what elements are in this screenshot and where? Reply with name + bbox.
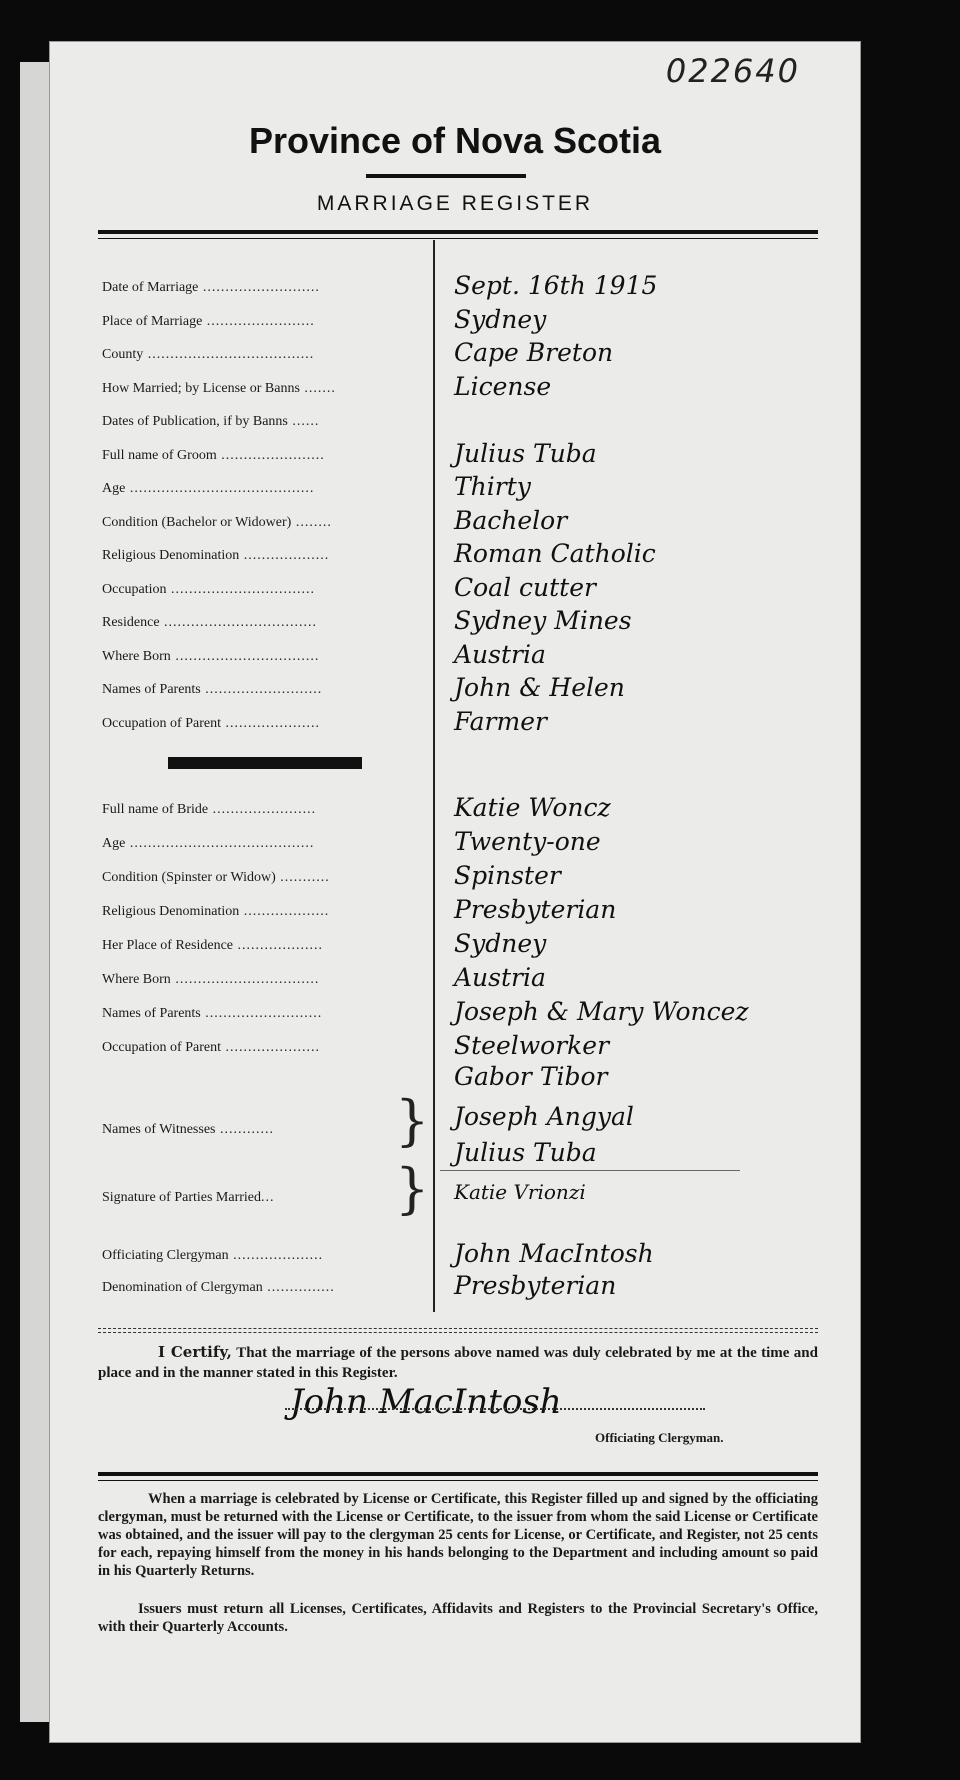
certify-lead: I Certify, [158, 1343, 232, 1361]
groom-field-label: Residence [102, 615, 160, 630]
register-page [50, 42, 860, 1742]
groom-field-value: Roman Catholic [454, 539, 656, 568]
certify-text: That the marriage of the persons above named was duly celebrated by me at the time and place and in the manner stated in this Register. [98, 1345, 818, 1381]
groom-field-value: Sept. 16th 1915 [454, 271, 658, 300]
certify-divider [98, 1328, 818, 1330]
column-divider [433, 240, 435, 1312]
groom-field-label: How Married; by License or Banns [102, 380, 300, 396]
bride-field-value: Austria [454, 963, 546, 992]
groom-field-value: Farmer [454, 706, 547, 736]
clergy-field-row: Officiating Clergyman .................... John MacIntosh [102, 1239, 654, 1268]
bride-section-bar [168, 757, 362, 769]
clergy-field-label: Denomination of Clergyman [102, 1280, 263, 1295]
groom-field-label: Full name of Groom [102, 447, 217, 463]
bride-field-row: Names of Parents .......................... Joseph & Mary Woncez [102, 997, 749, 1026]
groom-field-row: Dates of Publication, if by Banns ...... [102, 414, 320, 429]
parties-row: Signature of Parties Married... [102, 1190, 275, 1205]
page-title: Province of Nova Scotia [248, 120, 662, 161]
bride-field-label: Religious Denomination [102, 904, 240, 919]
groom-field-label: Dates of Publication, if by Banns [102, 414, 288, 429]
groom-field-row: County ..................................... Cape Breton [102, 338, 614, 367]
signature-caption: Officiating Clergyman. [595, 1430, 724, 1445]
witness-2: Joseph Angyal [454, 1102, 634, 1131]
groom-field-row: Occupation ................................ Coal cutter [102, 572, 596, 602]
bride-field-label: Names of Parents [102, 1006, 201, 1021]
groom-field-row: Condition (Bachelor or Widower) ........ Bachelor [102, 505, 568, 535]
groom-field-label: Occupation of Parent [102, 715, 221, 731]
parties-label: Signature of Parties Married [102, 1190, 262, 1205]
groom-field-label: Date of Marriage [102, 280, 199, 295]
footer-instructions: When a marriage is celebrated by License or Certificate, this Register filled up and signed by the officiating clergyman, must be returned with the License or Certificate, to the issuer from whom the said License or Certificate was obtained, and the issuer will pay to the clergyman 25 cents for License, or Certificate, and Register, not 25 cents for each, repaying himself from the money in his hands belonging to the Department and including amount so paid in his Quarterly Returns. [98, 1491, 818, 1579]
witnesses-row: Names of Witnesses ............ [102, 1122, 274, 1137]
bride-field-label: Full name of Bride [102, 802, 209, 817]
clergy-field-value: John MacIntosh [454, 1239, 654, 1268]
footer-divider-thin [98, 1480, 818, 1481]
bride-field-value: Steelworker [454, 1031, 610, 1060]
footer-divider [98, 1472, 818, 1476]
reference-number: 022640 [665, 52, 800, 90]
groom-field-row: Full name of Groom ....................... Julius Tuba [102, 438, 597, 468]
bride-field-label: Occupation of Parent [102, 1040, 221, 1055]
witnesses-brace: } [395, 1089, 430, 1152]
header-divider [98, 230, 818, 234]
bride-field-row: Her Place of Residence ................... Sydney [102, 929, 547, 958]
bride-field-value: Presbyterian [454, 895, 617, 924]
groom-field-row: Religious Denomination ................... Roman Catholic [102, 539, 656, 568]
groom-field-label: Age [102, 481, 126, 496]
bride-field-label: Where Born [102, 972, 171, 987]
footer-notice: Issuers must return all Licenses, Certificates, Affidavits and Registers to the Provincial Secretary's Office, with their Quarterly Accounts. [98, 1601, 818, 1635]
signature-dotted-line [285, 1408, 705, 1410]
groom-field-row: Where Born ................................ Austria [102, 639, 546, 669]
groom-field-value: Sydney [454, 304, 547, 334]
groom-field-value: Julius Tuba [454, 438, 597, 468]
certify-statement [98, 1342, 818, 1383]
page-subtitle: MARRIAGE REGISTER [316, 192, 594, 215]
bride-field-value: Katie Woncz [454, 793, 611, 822]
groom-field-value: License [454, 371, 552, 401]
party-groom-signature: Julius Tuba [454, 1138, 597, 1167]
groom-field-value: Thirty [454, 472, 531, 501]
groom-field-value: Austria [454, 639, 546, 669]
groom-field-row: Age ......................................... Thirty [102, 472, 531, 501]
header-divider-thin [98, 238, 818, 239]
title-divider [366, 174, 526, 178]
groom-field-label: Occupation [102, 581, 167, 597]
groom-field-row: Names of Parents .......................... John & Helen [102, 673, 625, 702]
signature-line [440, 1170, 740, 1171]
witnesses-label: Names of Witnesses [102, 1122, 216, 1137]
groom-field-label: Where Born [102, 648, 171, 664]
certify-divider-2 [98, 1332, 818, 1334]
groom-field-value: Cape Breton [454, 338, 614, 367]
bride-field-label: Condition (Spinster or Widow) [102, 870, 276, 885]
bride-field-row: Condition (Spinster or Widow) ........... Spinster [102, 861, 561, 890]
clergy-signature: John MacIntosh [290, 1382, 562, 1422]
witness-1: Gabor Tibor [454, 1062, 608, 1091]
bride-field-label: Age [102, 836, 126, 851]
groom-field-label: County [102, 347, 144, 362]
bride-field-row: Religious Denomination ................... Presbyterian [102, 895, 617, 924]
party-bride-signature: Katie Vrionzi [454, 1180, 586, 1204]
groom-field-value: John & Helen [454, 673, 625, 702]
bride-field-value: Spinster [454, 861, 561, 890]
bride-field-value: Sydney [454, 929, 547, 958]
clergy-field-label: Officiating Clergyman [102, 1248, 229, 1263]
bride-field-row: Age ......................................... Twenty-one [102, 827, 601, 856]
groom-field-row: How Married; by License or Banns ....... License [102, 371, 552, 401]
bride-field-row: Where Born ................................ Austria [102, 963, 546, 992]
groom-field-value: Bachelor [454, 505, 568, 535]
groom-field-row: Date of Marriage .......................... Sept. 16th 1915 [102, 271, 658, 300]
bride-field-value: Twenty-one [454, 827, 601, 856]
bride-field-row: Occupation of Parent ..................... Steelworker [102, 1031, 610, 1060]
bride-field-value: Joseph & Mary Woncez [454, 997, 749, 1026]
groom-field-value: Coal cutter [454, 572, 596, 602]
groom-field-label: Names of Parents [102, 682, 201, 697]
groom-field-value: Sydney Mines [454, 606, 632, 635]
groom-field-row: Residence .................................. Sydney Mines [102, 606, 632, 635]
bride-field-row: Full name of Bride ....................... Katie Woncz [102, 793, 611, 822]
groom-field-label: Religious Denomination [102, 548, 240, 563]
clergy-field-row: Denomination of Clergyman ............... Presbyterian [102, 1271, 617, 1300]
bride-field-label: Her Place of Residence [102, 938, 233, 953]
groom-field-row: Place of Marriage ........................ Sydney [102, 304, 547, 334]
clergy-field-value: Presbyterian [454, 1271, 617, 1300]
groom-field-row: Occupation of Parent ..................... Farmer [102, 706, 547, 736]
groom-field-label: Place of Marriage [102, 313, 203, 329]
parties-brace: } [395, 1157, 430, 1220]
groom-field-label: Condition (Bachelor or Widower) [102, 514, 292, 530]
